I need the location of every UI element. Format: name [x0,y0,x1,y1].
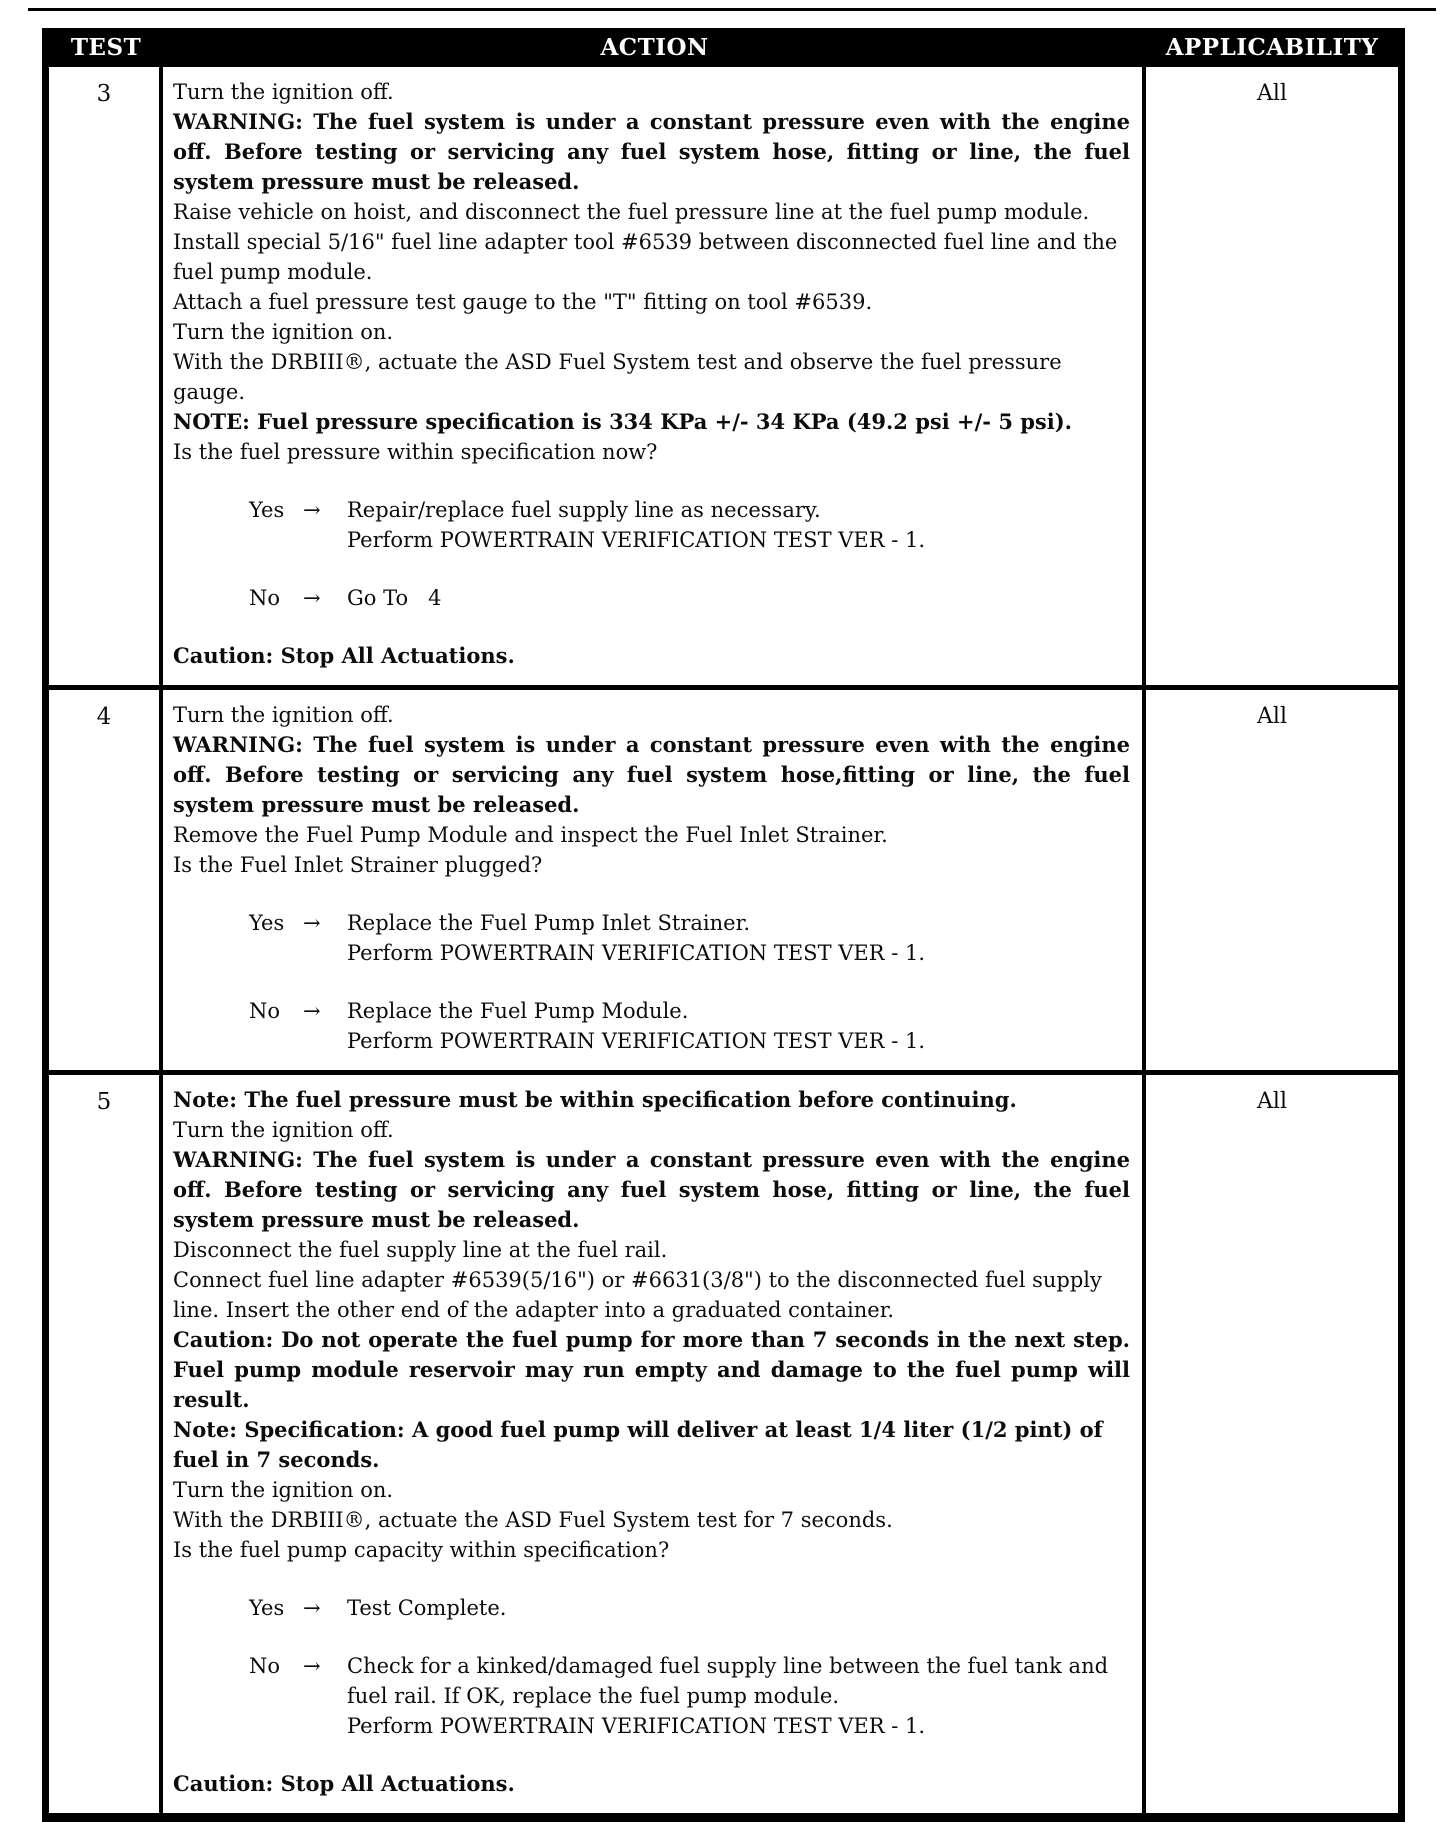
caution-paragraph: Caution: Stop All Actuations. [173,1771,515,1796]
decision-block-no [249,583,1130,613]
decision-line: Go To 4 [347,586,442,610]
action-paragraph: Raise vehicle on hoist, and disconnect the fuel pressure line at the fuel pump module. [173,200,1090,224]
question-paragraph: Is the fuel pressure within specification now? [173,440,658,464]
test-number-cell: 5 [49,1075,163,1813]
action-paragraph: With the DRBIII®, actuate the ASD Fuel System test for 7 seconds. [173,1508,893,1532]
decision-line: Repair/replace fuel supply line as necessary. [347,498,821,522]
table-header-row [49,28,1398,67]
question-paragraph: Is the fuel pump capacity within specification? [173,1538,670,1562]
header-cell-applicability: APPLICABILITY [1165,34,1379,61]
table-row-test-4 [49,685,1398,1070]
action-cell [163,690,1146,1070]
action-cell [163,67,1146,685]
decision-line: Perform POWERTRAIN VERIFICATION TEST VER - 1. [347,941,926,965]
warning-paragraph: WARNING: The fuel system is under a constant pressure even with the engine off. Before testing or servicing any fuel system hose, fitting or line, the fuel system pressure must be released. [173,1147,1130,1232]
action-paragraph: Turn the ignition on. [173,320,394,344]
caution-paragraph: Caution: Do not operate the fuel pump for more than 7 seconds in the next step. Fuel pump module reservoir may run empty and damage to the fuel pump will result. [173,1327,1130,1412]
right-arrow-icon: → [303,911,321,935]
action-paragraph: Turn the ignition on. [173,1478,394,1502]
decision-label: No [249,999,281,1023]
decision-result [347,583,1130,613]
decision-line: Perform POWERTRAIN VERIFICATION TEST VER - 1. [347,1029,926,1053]
note-paragraph: Note: Specification: A good fuel pump will deliver at least 1/4 liter (1/2 pint) of fuel in 7 seconds. [173,1417,1103,1472]
page-top-scan-line [28,8,1436,11]
decision-line: Check for a kinked/damaged fuel supply line between the fuel tank and fuel rail. If OK, replace the fuel pump module. [347,1654,1115,1708]
decision-result [347,908,1130,968]
action-cell [163,1075,1146,1813]
question-paragraph: Is the Fuel Inlet Strainer plugged? [173,853,543,877]
decision-result [347,1651,1130,1741]
decision-label: No [249,1654,281,1678]
applicability-cell: All [1257,1089,1287,1114]
header-cell-action: ACTION [600,34,709,61]
decision-label: No [249,586,281,610]
decision-line: Perform POWERTRAIN VERIFICATION TEST VER - 1. [347,1714,926,1738]
warning-paragraph: WARNING: The fuel system is under a constant pressure even with the engine off. Before testing or servicing any fuel system hose, fitting or line, the fuel system pressure must be released. [173,109,1130,194]
action-paragraph: Attach a fuel pressure test gauge to the "T" fitting on tool #6539. [173,290,873,314]
decision-result [347,996,1130,1056]
table-row-test-5 [49,1070,1398,1813]
decision-block-yes [249,1593,1130,1623]
action-paragraph: Turn the ignition off. [173,80,394,104]
decision-block-no [249,1651,1130,1741]
decision-label: Yes [249,498,285,522]
decision-result [347,495,1130,555]
action-paragraph: Connect fuel line adapter #6539(5/16") or #6631(3/8") to the disconnected fuel supply line. Insert the other end of the adapter into a graduated container. [173,1268,1102,1322]
right-arrow-icon: → [303,1654,321,1678]
action-paragraph: Turn the ignition off. [173,703,394,727]
action-paragraph: Disconnect the fuel supply line at the fuel rail. [173,1238,668,1262]
applicability-cell: All [1257,704,1287,729]
right-arrow-icon: → [303,586,321,610]
decision-label: Yes [249,911,285,935]
right-arrow-icon: → [303,999,321,1023]
decision-line: Test Complete. [347,1596,507,1620]
test-number-cell: 4 [49,690,163,1070]
decision-result [347,1593,1130,1623]
table-row-test-3 [49,67,1398,685]
action-paragraph: Remove the Fuel Pump Module and inspect the Fuel Inlet Strainer. [173,823,888,847]
note-paragraph: NOTE: Fuel pressure specification is 334 KPa +/- 34 KPa (49.2 psi +/- 5 psi). [173,409,1072,434]
decision-line: Replace the Fuel Pump Inlet Strainer. [347,911,750,935]
note-paragraph: Note: The fuel pressure must be within specification before continuing. [173,1087,1017,1112]
diagnostic-procedure-table [42,28,1405,1822]
decision-block-no [249,996,1130,1056]
warning-paragraph: WARNING: The fuel system is under a constant pressure even with the engine off. Before testing or servicing any fuel system hose,fitting or line, the fuel system pressure must be released. [173,732,1130,817]
test-number-cell: 3 [49,67,163,685]
header-cell-test: TEST [70,34,142,61]
caution-paragraph: Caution: Stop All Actuations. [173,643,515,668]
decision-line: Perform POWERTRAIN VERIFICATION TEST VER - 1. [347,528,926,552]
action-paragraph: Install special 5/16" fuel line adapter tool #6539 between disconnected fuel line and the fuel pump module. [173,230,1118,284]
right-arrow-icon: → [303,1596,321,1620]
decision-line: Replace the Fuel Pump Module. [347,999,689,1023]
decision-block-yes [249,495,1130,555]
action-paragraph: Turn the ignition off. [173,1118,394,1142]
decision-block-yes [249,908,1130,968]
applicability-cell: All [1257,81,1287,106]
right-arrow-icon: → [303,498,321,522]
decision-label: Yes [249,1596,285,1620]
action-paragraph: With the DRBIII®, actuate the ASD Fuel System test and observe the fuel pressure gauge. [173,350,1062,404]
